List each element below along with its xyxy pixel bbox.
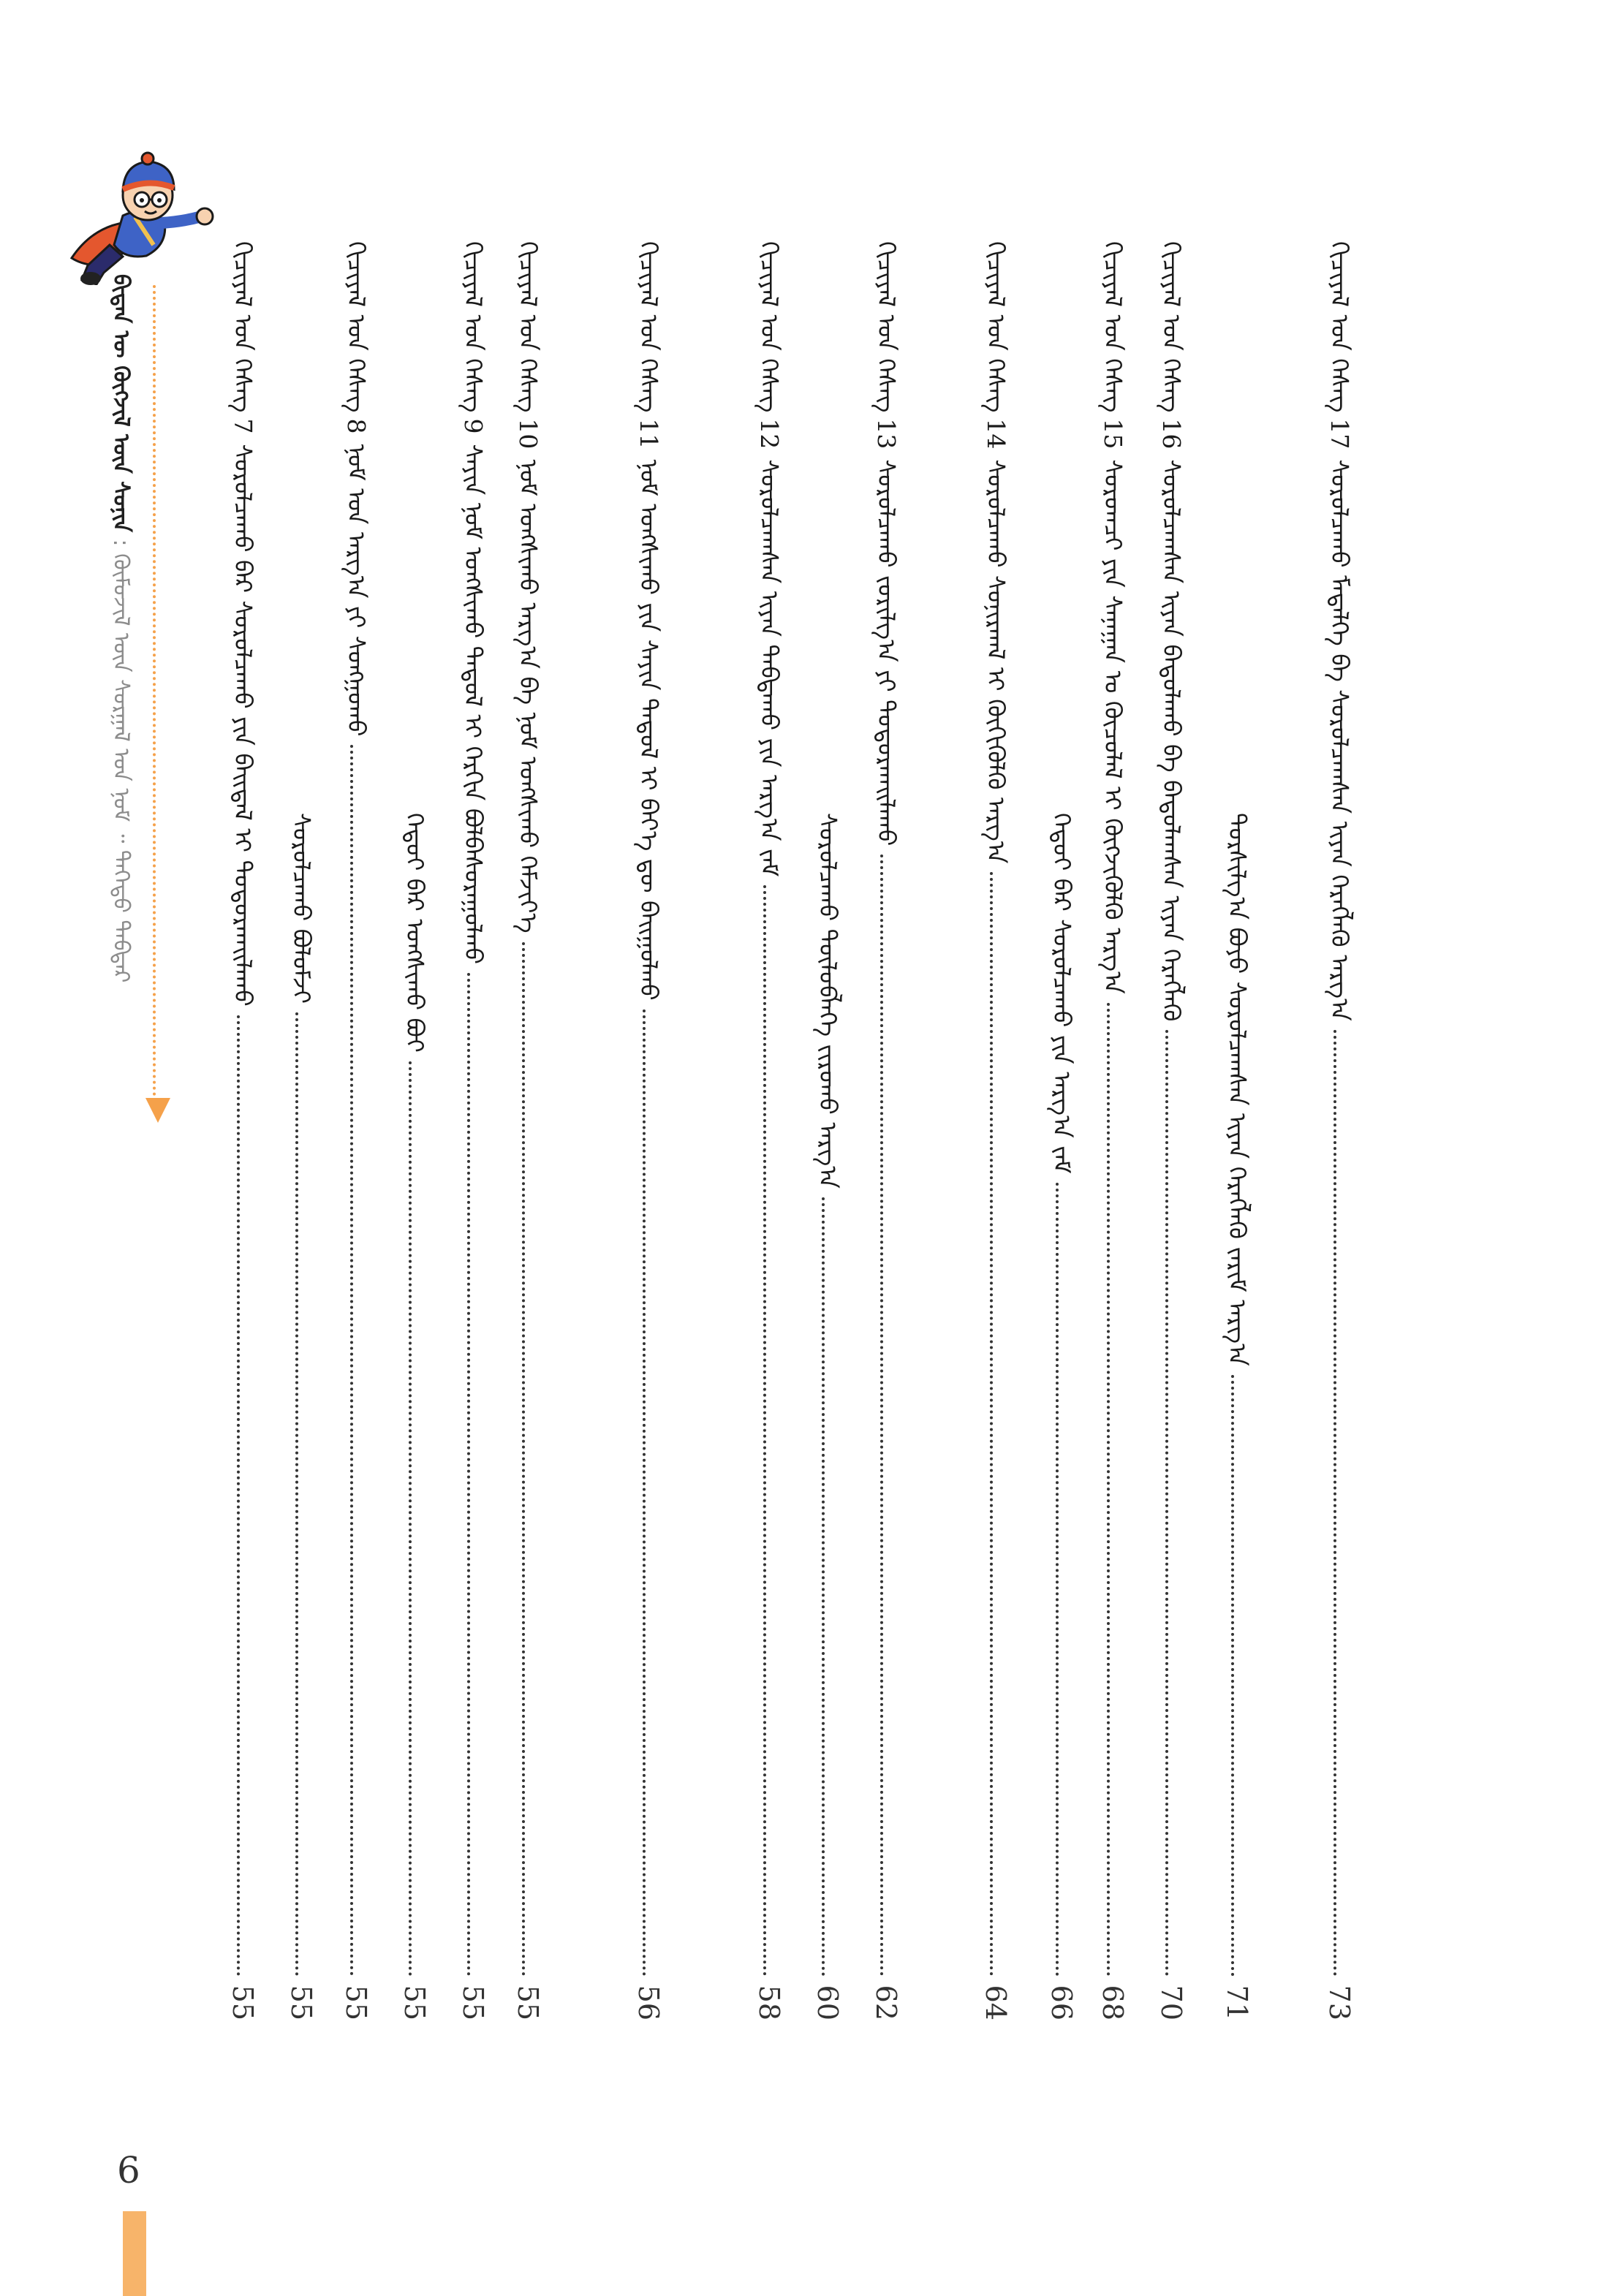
toc-number: 17: [1325, 418, 1354, 450]
toc-title: ᠰᠤᠷᠤᠯᠴᠠᠬᠤ ᠪᠠᠷ ᠰᠤᠷᠤᠯᠴᠠᠬᠤ ᠶᠢᠨ ᠪᠠᠢᠳᠠᠯ ᠢ ᠲᠣᠳᠤᠷᠬᠠᠢᠯᠠᠬᠤ: [229, 444, 257, 1007]
leader-dots: [1165, 1030, 1168, 1976]
toc-page: 55: [227, 1985, 259, 2020]
toc-prefix: ᠬᠢᠴᠢᠶᠡᠯ ᠤᠨ ᠬᠡᠰᠡᠭ: [459, 241, 488, 413]
toc-title: ᠰᠤᠷᠤᠯᠴᠠᠭᠰᠠᠨ ᠢᠶᠠᠨ ᠪᠠᠲᠤᠯᠠᠬᠤ ᠪᠠ ᠪᠠᠲᠤᠯᠠᠭᠰᠠᠨ ᠢᠶᠠᠨ ᠬᠡᠷᠡᠭᠯᠡᠬᠦ: [1157, 459, 1186, 1022]
toc-title: ᠲᠤᠷᠰᠢᠯᠭ᠎ᠠ ᠪᠤᠶᠤ ᠰᠤᠷᠤᠯᠴᠠᠭᠰᠠᠨ ᠢᠶᠠᠨ ᠬᠡᠷᠡᠭᠯᠡᠬᠦ ᠵᠠᠷᠢᠮ ᠠᠷᠭ᠎ᠠ: [1223, 813, 1252, 1366]
toc-title: ᠬᠡᠳᠦᠢ ᠪᠡᠷ ᠰᠤᠷᠤᠯᠴᠠᠬᠤ ᠶᠢᠨ ᠠᠷᠭ᠎ᠠ ᠵᠠᠮ: [1048, 813, 1076, 1174]
toc-prefix: ᠬᠢᠴᠢᠶᠡᠯ ᠤᠨ ᠬᠡᠰᠡᠭ: [1157, 241, 1186, 413]
toc-entry[interactable]: [1316, 241, 1363, 2025]
toc-prefix: ᠬᠢᠴᠢᠶᠡᠯ ᠤᠨ ᠬᠡᠰᠡᠭ: [982, 241, 1010, 413]
toc-page: 73: [1323, 1985, 1355, 2020]
leader-dots: [350, 745, 353, 1976]
toc-entry[interactable]: [219, 241, 266, 2025]
toc-page: 60: [812, 1985, 844, 2020]
toc-title: ᠰᠤᠷᠤᠭᠴᠢ ᠶᠢᠨ ᠰᠠᠨᠠᠭᠠᠨ ᠤ ᠬᠦᠴᠦᠯᠡᠯ ᠢ ᠬᠥᠭᠵᠢᠭᠦᠯᠬᠦ ᠠᠷᠭ᠎ᠠ: [1099, 459, 1127, 994]
superhero-boy-illustration: [66, 135, 223, 285]
toc-entry[interactable]: [1148, 241, 1195, 2025]
toc-title: ᠰᠤᠷᠤᠯᠴᠠᠭᠰᠠᠨ ᠢᠶᠠᠨ ᠳᠠᠪᠲᠠᠬᠤ ᠶᠢᠨ ᠠᠷᠭ᠎ᠠ ᠵᠠᠮ: [755, 459, 784, 877]
toc-page: 55: [285, 1985, 317, 2020]
toc-page: 68: [1097, 1985, 1129, 2020]
toc-prefix: ᠬᠢᠴᠢᠶᠡᠯ ᠤᠨ ᠬᠡᠰᠡᠭ: [635, 241, 663, 413]
toc-prefix: ᠬᠢᠴᠢᠶᠡᠯ ᠤᠨ ᠬᠡᠰᠡᠭ: [755, 241, 784, 413]
toc-number: 12: [755, 418, 784, 450]
toc-number: 16: [1157, 418, 1186, 450]
toc-entry[interactable]: [972, 241, 1019, 2025]
toc-number: 9: [459, 418, 488, 434]
toc-prefix: ᠬᠢᠴᠢᠶᠡᠯ ᠤᠨ ᠬᠡᠰᠡᠭ: [342, 241, 371, 413]
toc-page: 66: [1045, 1985, 1078, 2020]
leader-dots: [237, 1015, 240, 1977]
running-header: ᠪᠢᠳᠡᠨ ᠦ ᠬᠥᠭᠵᠢᠯ ᠦᠨ ᠰᠣᠨᠢᠨ : ᠬᠦᠮᠦᠵᠢᠯ ᠦᠨ ᠰᠤᠷᠭᠠᠯ ᠤᠨ ᠨᠣᠮ ᠃ ᠳᠡᠭᠡᠳᠦ ᠳᠡᠪᠲᠡᠷ: [108, 274, 134, 983]
toc-page: 55: [398, 1985, 431, 2020]
leader-dots: [990, 872, 993, 1976]
leader-dots: [522, 942, 525, 1977]
toc-entry[interactable]: [333, 241, 379, 2025]
page-number: 6: [117, 2149, 140, 2191]
toc-title: ᠰᠠᠶᠢᠨ ᠨᠣᠮ ᠤᠩᠰᠢᠬᠤ ᠳᠠᠳᠤᠯ ᠢ ᠬᠡᠷᠬᠢᠨ ᠪᠣᠯᠪᠠᠰᠤᠷᠠᠭᠤᠯᠬᠤ: [459, 444, 488, 965]
toc-number: 13: [872, 418, 901, 450]
toc-entry[interactable]: [625, 241, 672, 2025]
toc-number: 8: [342, 418, 371, 434]
toc-page: 55: [340, 1985, 372, 2020]
leader-dots: [295, 1012, 298, 1977]
toc-title: ᠰᠤᠷᠤᠯᠴᠠᠬᠤ ᠪᠣᠯᠤᠮᠵᠢ: [287, 813, 316, 1004]
toc-number: 7: [229, 418, 257, 434]
toc-entry[interactable]: [1214, 241, 1260, 2025]
toc-number: 10: [514, 418, 542, 450]
leader-dots: [1333, 1030, 1336, 1977]
toc-entry[interactable]: [278, 241, 325, 2025]
toc-number: 14: [982, 418, 1010, 450]
leader-dots: [822, 1197, 825, 1977]
toc-page: 58: [753, 1985, 785, 2020]
toc-entry[interactable]: [804, 241, 851, 2025]
leader-dots: [1056, 1183, 1059, 1977]
toc-page: 70: [1155, 1985, 1187, 2020]
leader-dots: [1231, 1375, 1234, 1977]
toc-prefix: ᠬᠢᠴᠢᠶᠡᠯ ᠤᠨ ᠬᠡᠰᠡᠭ: [229, 241, 257, 413]
toc-title: ᠨᠣᠮ ᠤᠩᠰᠢᠬᠤ ᠶᠢᠨ ᠰᠠᠶᠢᠨ ᠳᠠᠳᠤᠯ ᠢ ᠪᠡᠶ᠎ᠡ ᠳᠦ ᠪᠠᠢᠭᠤᠯᠬᠤ: [635, 459, 663, 1001]
leader-dots: [643, 1009, 646, 1977]
toc-title: ᠰᠤᠷᠤᠯᠴᠠᠬᠤ ᠰᠤᠨᠢᠷᠬᠠᠯ ᠢ ᠬᠥᠬᠢᠭᠦᠯᠬᠦ ᠠᠷᠭ᠎ᠠ: [982, 459, 1010, 864]
toc-title: ᠨᠣᠮ ᠤᠩᠰᠢᠬᠤ ᠠᠷᠭ᠎ᠠ ᠪᠠ ᠨᠣᠮ ᠤᠩᠰᠢᠬᠤ ᠬᠡᠮᠵᠢᠶ᠎ᠡ: [514, 459, 542, 933]
page-edge-tab: [123, 2211, 146, 2296]
toc-entry[interactable]: [746, 241, 792, 2025]
toc-entry[interactable]: [450, 241, 496, 2025]
toc-page: 71: [1221, 1985, 1253, 2020]
toc-page: 62: [870, 1985, 902, 2020]
leader-dots: [1107, 1003, 1110, 1977]
toc-entry[interactable]: [504, 241, 551, 2025]
toc-title: ᠨᠣᠮ ᠤᠨ ᠠᠷᠭ᠎ᠠ ᠶᠢ ᠰᠣᠩᠭᠣᠬᠤ: [342, 444, 371, 737]
toc-prefix: ᠬᠢᠴᠢᠶᠡᠯ ᠤᠨ ᠬᠡᠰᠡᠭ: [1325, 241, 1354, 413]
book-title: ᠪᠢᠳᠡᠨ ᠦ ᠬᠥᠭᠵᠢᠯ ᠦᠨ ᠰᠣᠨᠢᠨ: [108, 274, 134, 532]
header-dotted-line: [153, 285, 156, 1096]
toc-page: 56: [632, 1985, 665, 2020]
toc-entry[interactable]: [863, 241, 909, 2025]
leader-dots: [467, 973, 470, 1977]
toc-entry[interactable]: [1089, 241, 1136, 2025]
leader-dots: [409, 1061, 412, 1977]
leader-dots: [763, 885, 766, 1976]
toc-title: ᠬᠡᠳᠦᠢ ᠪᠡᠷ ᠤᠩᠰᠢᠬᠤ ᠪᠤᠢ: [401, 813, 429, 1053]
book-subtitle: ᠬᠦᠮᠦᠵᠢᠯ ᠦᠨ ᠰᠤᠷᠭᠠᠯ ᠤᠨ ᠨᠣᠮ ᠃ ᠳᠡᠭᠡᠳᠦ ᠳᠡᠪᠲᠡᠷ: [108, 553, 134, 983]
toc-entry[interactable]: [391, 241, 438, 2025]
toc-page: 55: [457, 1985, 489, 2020]
toc-title: ᠰᠤᠷᠤᠯᠴᠠᠬᠤ ᠵᠣᠷᠢᠯᠭ᠎ᠠ ᠶᠢ ᠲᠣᠳᠣᠷᠬᠠᠢᠯᠠᠬᠤ: [872, 459, 901, 846]
toc-title: ᠰᠤᠷᠤᠯᠴᠠᠬᠤ ᠲᠥᠯᠦᠪᠯᠡᠭᠡ ᠵᠢᠷᠤᠬᠤ ᠠᠷᠭ᠎ᠠ: [814, 813, 842, 1189]
arrow-down-icon: [145, 1098, 170, 1123]
leader-dots: [880, 855, 883, 1976]
toc-prefix: ᠬᠢᠴᠢᠶᠡᠯ ᠤᠨ ᠬᠡᠰᠡᠭ: [1099, 241, 1127, 413]
toc-page: 55: [512, 1985, 544, 2020]
toc-prefix: ᠬᠢᠴᠢᠶᠡᠯ ᠤᠨ ᠬᠡᠰᠡᠭ: [514, 241, 542, 413]
toc-number: 11: [635, 418, 663, 450]
toc-prefix: ᠬᠢᠴᠢᠶᠡᠯ ᠤᠨ ᠬᠡᠰᠡᠭ: [872, 241, 901, 413]
toc-title: ᠰᠤᠷᠤᠯᠴᠠᠬᠤ ᠮᠡᠳᠡᠯᠭᠡ ᠪᠠ ᠰᠤᠷᠤᠯᠴᠠᠭᠰᠠᠨ ᠢᠶᠠᠨ ᠬᠡᠷᠡᠭᠯᠡᠬᠦ ᠠᠷᠭ᠎ᠠ: [1325, 459, 1354, 1021]
toc-number: 15: [1099, 418, 1127, 450]
toc-entry[interactable]: [1038, 241, 1085, 2025]
toc-page: 64: [980, 1985, 1012, 2020]
